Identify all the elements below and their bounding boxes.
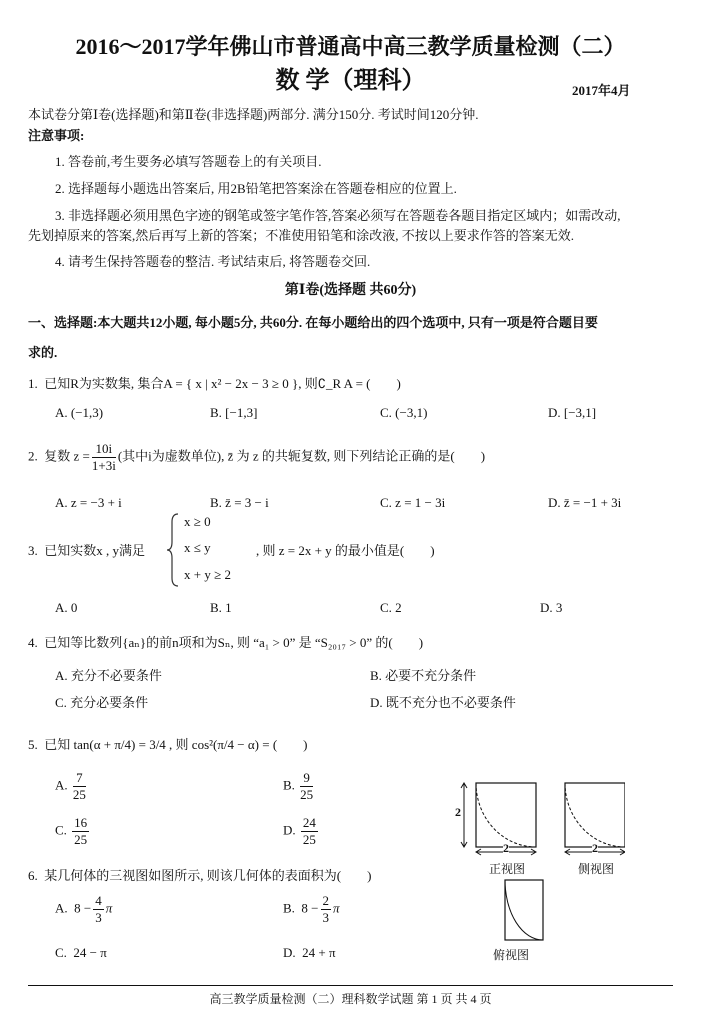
question-stem: 已知 tan(α + π/4) = 3/4 , 则 cos²(π/4 − α) = ( ) — [44, 737, 308, 752]
constraint: x + y ≥ 2 — [184, 567, 231, 582]
numerator: 24 — [302, 815, 316, 830]
constraint: x ≤ y — [184, 540, 211, 555]
exam-date: 2017年4月 — [572, 83, 631, 98]
dimension-label: 2 — [503, 841, 509, 855]
notice-item: 4. 请考生保持答题卷的整洁. 考试结束后, 将答题卷交回. — [55, 254, 371, 269]
notice-title: 注意事项: — [28, 128, 85, 143]
option-a: A. 0 — [55, 600, 78, 615]
front-view-label: 正视图 — [489, 862, 526, 876]
option-label: C. — [55, 822, 67, 838]
top-view — [505, 880, 543, 940]
option-d: D. z̄ = −1 + 3i — [548, 495, 622, 510]
numerator: 4 — [95, 893, 102, 908]
question-3 — [28, 540, 145, 559]
denominator: 25 — [300, 787, 314, 802]
question-number: 3. — [28, 543, 38, 558]
section-instructions-cont: 求的. — [28, 345, 58, 360]
option-text: 8 − — [74, 900, 92, 916]
option-d: D. 3 — [540, 600, 563, 615]
question-stem: (其中i为虚数单位), z̄ 为 z 的共轭复数, 则下列结论正确的是( ) — [117, 448, 486, 464]
side-view-label: 侧视图 — [578, 862, 615, 876]
brace — [166, 512, 180, 588]
question-5 — [28, 734, 308, 753]
notice-item: 先划掉原来的答案,然后再写上新的答案；不准使用铅笔和涂改液, 不按以上要求作答的答案无效. — [28, 228, 575, 243]
option-b — [283, 893, 340, 926]
option-label: A. — [55, 777, 68, 793]
option-c — [55, 815, 91, 848]
question-6 — [28, 865, 371, 884]
question-number: 6. — [28, 868, 38, 883]
question-number: 2. — [28, 448, 38, 464]
fraction — [93, 893, 104, 926]
dimension-label: 2 — [592, 841, 598, 855]
denominator: 25 — [72, 787, 86, 802]
option-b: B. 必要不充分条件 — [370, 668, 477, 683]
front-view — [461, 783, 536, 855]
option-a: A. z = −3 + i — [55, 495, 122, 510]
option-b — [283, 770, 315, 803]
option-label: D. — [283, 945, 296, 960]
part1-title: 第Ⅰ卷(选择题 共60分) — [284, 283, 417, 298]
numerator: 9 — [300, 770, 313, 787]
option-d: D. 既不充分也不必要条件 — [370, 695, 516, 710]
option-a — [55, 893, 112, 926]
fraction — [73, 770, 86, 803]
option-d — [283, 945, 336, 961]
fraction — [321, 893, 332, 926]
question-2 — [28, 441, 485, 474]
question-number: 5. — [28, 737, 38, 752]
question-stem: 复数 z = — [44, 448, 90, 464]
option-label: A. — [55, 900, 68, 916]
section-instructions: 一、选择题:本大题共12小题, 每小题5分, 共60分. 在每小题给出的四个选项中, 只有一项是符合题目要 — [28, 315, 598, 330]
option-c: C. z = 1 − 3i — [380, 495, 446, 510]
option-label: B. — [283, 900, 295, 916]
subject-title: 数 学（理科） — [275, 68, 426, 94]
top-view-label: 俯视图 — [493, 948, 530, 962]
option-a — [55, 770, 88, 803]
option-b: B. [−1,3] — [210, 405, 258, 420]
page-footer: 高三教学质量检测（二）理科数学试题 第 1 页 共 4 页 — [209, 992, 492, 1006]
option-c: C. 充分必要条件 — [55, 695, 149, 710]
option-a: A. (−1,3) — [55, 405, 104, 420]
option-d — [283, 815, 320, 848]
option-text: 24 + π — [302, 945, 336, 960]
question-number: 4. — [28, 635, 38, 650]
option-label: B. — [283, 777, 295, 793]
pi-symbol: π — [333, 900, 340, 916]
fraction — [92, 441, 116, 474]
option-d: D. [−3,1] — [548, 405, 597, 420]
denominator: 3 — [95, 910, 102, 925]
option-b: B. z̄ = 3 − i — [210, 495, 269, 510]
constraint: x ≥ 0 — [184, 514, 211, 529]
question-stem: 已知等比数列{aₙ}的前n项和为Sₙ, 则 “a₁ > 0” 是 “S₂₀₁₇ > 0” 的( ) — [44, 635, 424, 650]
question-4 — [28, 632, 423, 651]
numerator: 10i — [92, 441, 116, 458]
exam-title: 2016～2017学年佛山市普通高中高三教学质量检测（二） — [75, 34, 626, 59]
denominator: 1+3i — [91, 458, 116, 473]
denominator: 25 — [74, 832, 88, 847]
option-b: B. 1 — [210, 600, 232, 615]
notice-item: 1. 答卷前,考生要务必填写答题卷上的有关项目. — [55, 154, 322, 169]
fraction — [72, 815, 89, 848]
question-stem: 已知实数x , y满足 — [44, 543, 146, 558]
question-stem: 已知R为实数集, 集合A = { x | x² − 2x − 3 ≥ 0 }, 则∁_R A = ( ) — [44, 376, 401, 391]
option-c: C. 2 — [380, 600, 402, 615]
option-c — [55, 945, 107, 961]
notice-item: 2. 选择题每小题选出答案后, 用2B铅笔把答案涂在答题卷相应的位置上. — [55, 181, 457, 196]
option-label: C. — [55, 945, 67, 960]
pi-symbol: π — [105, 900, 113, 916]
option-c: C. (−3,1) — [380, 405, 428, 420]
numerator: 2 — [322, 893, 330, 908]
footer-divider — [28, 985, 673, 986]
notice-item: 3. 非选择题必须用黑色字迹的钢笔或签字笔作答,答案必须写在答题卷各题目指定区域内；如需改动, — [55, 208, 621, 223]
intro-text: 本试卷分第Ⅰ卷(选择题)和第Ⅱ卷(非选择题)两部分. 满分150分. 考试时间120分钟. — [28, 107, 479, 122]
dimension-label: 2 — [455, 805, 461, 819]
denominator: 25 — [302, 832, 316, 847]
question-stem: , 则 z = 2x + y 的最小值是( ) — [256, 543, 435, 558]
question-stem: 某几何体的三视图如图所示, 则该几何体的表面积为( ) — [44, 868, 372, 883]
fraction — [300, 770, 313, 803]
denominator: 3 — [322, 910, 330, 925]
option-label: D. — [283, 822, 296, 838]
question-1 — [28, 373, 401, 392]
numerator: 16 — [74, 815, 88, 830]
option-text: 8 − — [301, 900, 319, 916]
fraction — [301, 815, 318, 848]
option-text: 24 − π — [73, 945, 107, 960]
option-a: A. 充分不必要条件 — [55, 668, 162, 683]
question-number: 1. — [28, 376, 38, 391]
numerator: 7 — [73, 770, 86, 787]
